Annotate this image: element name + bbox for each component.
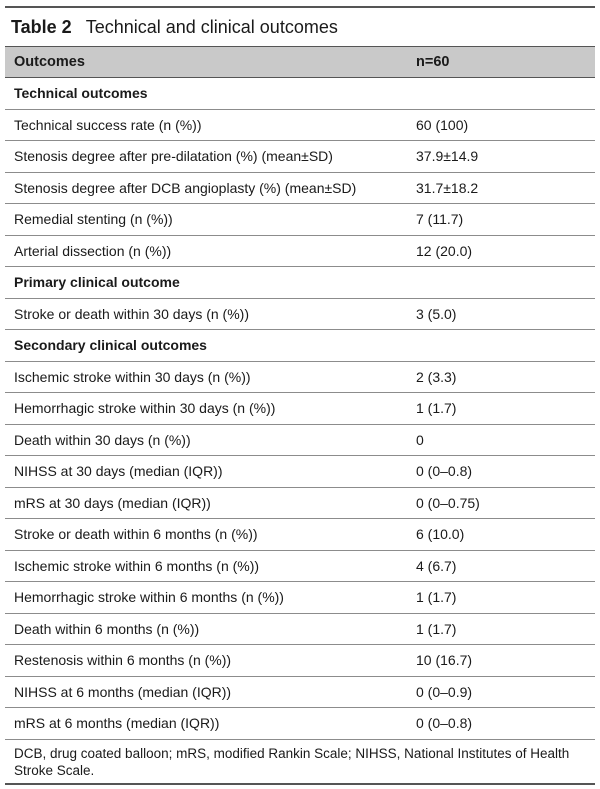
outcome-value: 6 (10.0) (416, 526, 465, 543)
header-outcomes: Outcomes (14, 54, 85, 70)
section-label: Secondary clinical outcomes (14, 337, 207, 354)
table-caption (5, 6, 595, 46)
table-footnote: DCB, drug coated balloon; mRS, modified Rankin Scale; NIHSS, National Institutes of Health Stroke Scale. (5, 740, 595, 785)
outcome-label: mRS at 30 days (median (IQR)) (14, 494, 211, 511)
outcome-label: mRS at 6 months (median (IQR)) (14, 715, 220, 732)
outcome-label: Hemorrhagic stroke within 30 days (n (%)) (14, 400, 276, 417)
table-row (5, 582, 595, 614)
outcome-value: 0 (0–0.9) (416, 683, 473, 700)
table-row (5, 141, 595, 173)
table-row (5, 299, 595, 331)
outcome-label: NIHSS at 6 months (median (IQR)) (14, 683, 232, 700)
outcome-value: 1 (1.7) (416, 620, 457, 637)
outcome-value: 0 (0–0.8) (416, 463, 473, 480)
outcome-value: 37.9±14.9 (416, 148, 479, 165)
outcome-value: 31.7±18.2 (416, 179, 479, 196)
outcome-label: Hemorrhagic stroke within 6 months (n (%)) (14, 589, 284, 606)
outcome-value: 10 (16.7) (416, 652, 473, 669)
table-row (5, 362, 595, 394)
outcome-value: 60 (100) (416, 116, 469, 133)
outcomes-table (5, 6, 595, 785)
section-header-row (5, 330, 595, 362)
outcome-label: Remedial stenting (n (%)) (14, 211, 173, 228)
section-label: Primary clinical outcome (14, 274, 180, 291)
outcome-value: 3 (5.0) (416, 305, 457, 322)
outcome-label: Stroke or death within 6 months (n (%)) (14, 526, 258, 543)
section-header-row (5, 267, 595, 299)
table-row (5, 551, 595, 583)
outcome-value: 1 (1.7) (416, 400, 457, 417)
outcome-value: 0 (416, 431, 424, 448)
table-row (5, 236, 595, 268)
table-row (5, 173, 595, 205)
outcome-label: Arterial dissection (n (%)) (14, 242, 172, 259)
table-row (5, 393, 595, 425)
table-row (5, 425, 595, 457)
outcome-label: Technical success rate (n (%)) (14, 116, 202, 133)
outcome-label: Ischemic stroke within 30 days (n (%)) (14, 368, 251, 385)
outcome-value: 1 (1.7) (416, 589, 457, 606)
table-header-row (5, 46, 595, 78)
outcome-value: 12 (20.0) (416, 242, 473, 259)
outcome-label: NIHSS at 30 days (median (IQR)) (14, 463, 223, 480)
outcome-label: Ischemic stroke within 6 months (n (%)) (14, 557, 260, 574)
outcome-label: Death within 6 months (n (%)) (14, 620, 200, 637)
table-row (5, 110, 595, 142)
outcome-label: Death within 30 days (n (%)) (14, 431, 191, 448)
table-body (5, 78, 595, 740)
table-number: Table 2 (11, 16, 72, 37)
outcome-label: Stroke or death within 30 days (n (%)) (14, 305, 249, 322)
section-header-row (5, 78, 595, 110)
outcome-value: 4 (6.7) (416, 557, 457, 574)
outcome-value: 0 (0–0.8) (416, 715, 473, 732)
table-row (5, 519, 595, 551)
outcome-value: 7 (11.7) (416, 211, 464, 228)
table-row (5, 456, 595, 488)
outcome-label: Restenosis within 6 months (n (%)) (14, 652, 232, 669)
table-row (5, 645, 595, 677)
header-n: n=60 (416, 54, 450, 70)
outcome-label: Stenosis degree after pre-dilatation (%) (mean±SD) (14, 148, 333, 165)
outcome-value: 0 (0–0.75) (416, 494, 480, 511)
outcome-label: Stenosis degree after DCB angioplasty (%) (mean±SD) (14, 179, 357, 196)
table-row (5, 708, 595, 740)
table-row (5, 488, 595, 520)
table-row (5, 614, 595, 646)
section-label: Technical outcomes (14, 85, 148, 102)
table-row (5, 204, 595, 236)
table-title: Technical and clinical outcomes (85, 16, 338, 37)
outcome-value: 2 (3.3) (416, 368, 457, 385)
table-row (5, 677, 595, 709)
